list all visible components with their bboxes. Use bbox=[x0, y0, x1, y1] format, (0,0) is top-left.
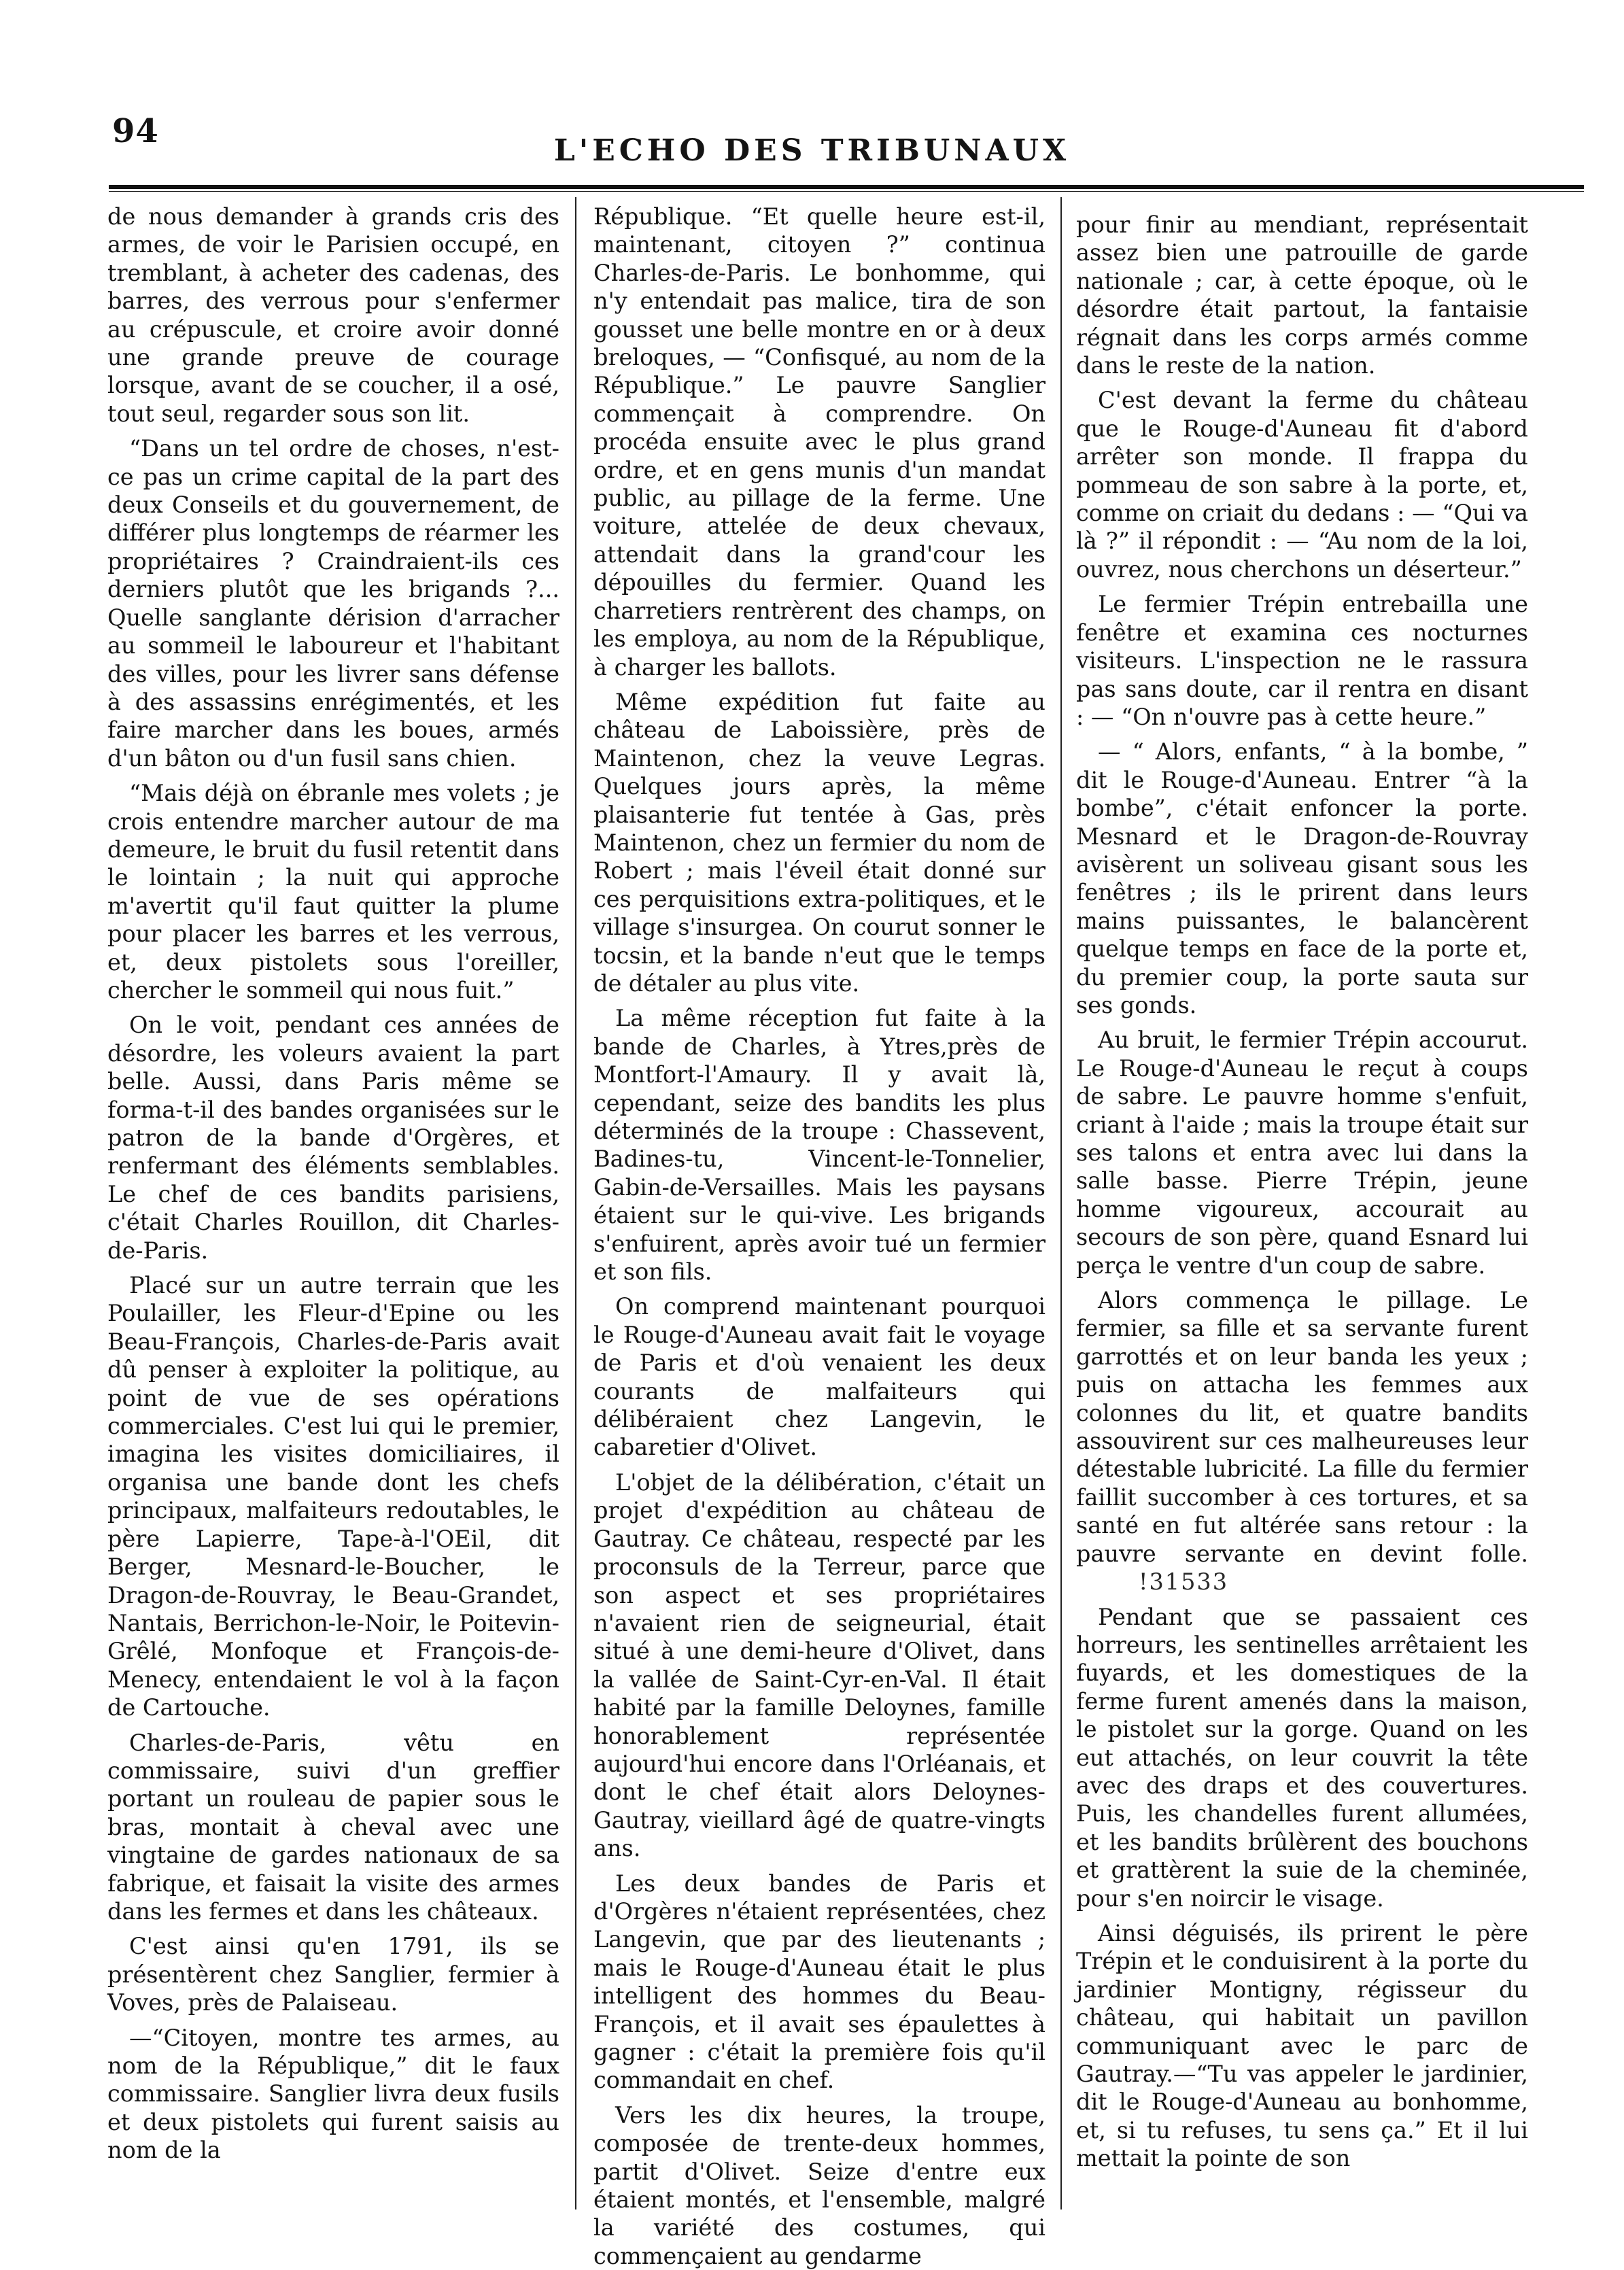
paragraph: Alors commença le pillage. Le fermier, sa fille et sa servante furent garrottés et on leur banda les yeux ; puis on attacha les femmes aux colonnes du lit, et quatre bandits assouvirent sur ces malheureuses leur détestable lubricité. La fille du fermier faillit succomber à ces tortures, et sa santé en fut altérée sans retour : la pauvre servante en devint folle.!31533 bbox=[1076, 1287, 1528, 1596]
paragraph: —“Citoyen, montre tes armes, au nom de la République,” dit le faux commissaire. Sanglier livra deux fusils et deux pistolets qui furent saisis au nom de la bbox=[107, 2024, 559, 2164]
paragraph: La même réception fut faite à la bande de Charles, à Ytres,près de Montfort-l'Amaury. Il y avait là, cependant, seize des bandits les plus déterminés de la troupe : Chassevent, Badines-tu, Vincent-le-Tonnelier, Gabin-de-Versailles. Mais les paysans étaient sur le qui-vive. Les brigands s'enfuirent, après avoir tué un fermier et son fils. bbox=[593, 1005, 1046, 1286]
paragraph: Les deux bandes de Paris et d'Orgères n'étaient représentées, chez Langevin, que par des lieutenants ; mais le Rouge-d'Auneau était le plus intelligent des hommes du Beau-François, et il avait ses épaulettes à gagner : c'était la première fois qu'il commandait en chef. bbox=[593, 1870, 1046, 2094]
text-column-2 bbox=[593, 203, 1046, 2269]
paragraph: Vers les dix heures, la troupe, composée de trente-deux hommes, partit d'Olivet. Seize d'entre eux étaient montés, et l'ensemble, malgré la variété des costumes, qui commençaient au gendarme bbox=[593, 2101, 1046, 2269]
paragraph: C'est devant la ferme du château que le Rouge-d'Auneau fit d'abord arrêter son monde. Il frappa du pommeau de son sabre à la porte, et, comme on criait du dedans : — “Qui va là ?” il répondit : — “Au nom de la loi, ouvrez, nous cherchons un déserteur.” bbox=[1076, 387, 1528, 583]
paragraph: Même expédition fut faite au château de Laboissière, près de Maintenon, chez la veuve Legras. Quelques jours après, la même plaisanterie fut tentée à Gas, près Maintenon, chez un fermier du nom de Robert ; mais l'éveil était donné sur ces perquisitions extra-politiques, et le village s'insurgea. On courut sonner le tocsin, et la bande n'eut que le temps de détaler au plus vite. bbox=[593, 688, 1046, 997]
paragraph: Charles-de-Paris, vêtu en commissaire, suivi d'un greffier portant un rouleau de papier sous le bras, montait à cheval avec une vingtaine de gardes nationaux de sa fabrique, et faisait la visite des armes dans les fermes et dans les châteaux. bbox=[107, 1729, 559, 1925]
paragraph: Pendant que se passaient ces horreurs, les sentinelles arrêtaient les fuyards, et les domestiques de la ferme furent amenés dans la maison, le pistolet sur la gorge. Quand on les eut attachés, on leur couvrit la tête avec des draps et des couvertures. Puis, les chandelles furent allumées, et les bandits brûlèrent des bouchons et grattèrent la suie de la cheminée, pour s'en noircir le visage. bbox=[1076, 1603, 1528, 1912]
printer-stamp: !31533 bbox=[1139, 1568, 1229, 1596]
paragraph: République. “Et quelle heure est-il, maintenant, citoyen ?” continua Charles-de-Paris. Le bonhomme, qui n'y entendait pas malice, tira de son gousset une belle montre en or à deux breloques, — “Confisqué, au nom de la République.” Le pauvre Sanglier commençait à comprendre. On procéda ensuite avec le plus grand ordre, et en gens munis d'un mandat public, au pillage de la ferme. Une voiture, attelée de deux chevaux, attendait dans la grand'cour les dépouilles du fermier. Quand les charretiers rentrèrent des champs, on les employa, au nom de la République, à charger les ballots. bbox=[593, 203, 1046, 681]
paragraph: — “ Alors, enfants, “ à la bombe, ” dit le Rouge-d'Auneau. Entrer “à la bombe”, c'était enfoncer la porte. Mesnard et le Dragon-de-Rouvray avisèrent un soliveau gisant sous les fenêtres ; ils le prirent dans leurs mains puissantes, le balancèrent quelque temps en face de la porte et, du premier coup, la porte sauta sur ses gonds. bbox=[1076, 738, 1528, 1018]
page-number: 94 bbox=[112, 112, 159, 150]
column-divider bbox=[575, 197, 576, 2209]
text-column-1 bbox=[107, 203, 559, 2201]
paragraph: pour finir au mendiant, représentait assez bien une patrouille de garde nationale ; car, à cette époque, où le désordre était partout, la fantaisie régnait dans les corps armés comme dans le reste de la nation. bbox=[1076, 211, 1528, 379]
column-divider bbox=[1060, 197, 1062, 2209]
paragraph: C'est ainsi qu'en 1791, ils se présentèrent chez Sanglier, fermier à Voves, près de Palaiseau. bbox=[107, 1933, 559, 2016]
paragraph: de nous demander à grands cris des armes, de voir le Parisien occupé, en tremblant, à acheter des cadenas, des barres, des verrous pour s'enfermer au crépuscule, et croire avoir donné une grande preuve de courage lorsque, avant de se coucher, il a osé, tout seul, regarder sous son lit. bbox=[107, 203, 559, 427]
paragraph: Placé sur un autre terrain que les Poulailler, les Fleur-d'Epine ou les Beau-François, Charles-de-Paris avait dû penser à exploiter la politique, au point de vue de ses opérations commerciales. C'est lui qui le premier, imagina les visites domiciliaires, il organisa une bande dont les chefs principaux, malfaiteurs redoutables, le père Lapierre, Tape-à-l'OEil, dit Berger, Mesnard-le-Boucher, le Dragon-de-Rouvray, le Beau-Grandet, Nantais, Berrichon-le-Noir, le Poitevin-Grêlé, Monfoque et François-de-Menecy, entendaient le vol à la façon de Cartouche. bbox=[107, 1272, 559, 1721]
paragraph: Au bruit, le fermier Trépin accourut. Le Rouge-d'Auneau le reçut à coups de sabre. Le pauvre homme s'enfuit, criant à l'aide ; mais la troupe était sur ses talons et entra avec lui dans la salle basse. Pierre Trépin, jeune homme vigoureux, accourait au secours de son père, quand Esnard lui perça le ventre d'un coup de sabre. bbox=[1076, 1027, 1528, 1279]
text-column-3 bbox=[1076, 211, 1528, 2209]
paragraph: On le voit, pendant ces années de désordre, les voleurs avaient la part belle. Aussi, dans Paris même se forma-t-il des bandes organisées sur le patron de la bande d'Orgères, et renfermant des éléments semblables. Le chef de ces bandits parisiens, c'était Charles Rouillon, dit Charles-de-Paris. bbox=[107, 1012, 559, 1264]
paragraph: On comprend maintenant pourquoi le Rouge-d'Auneau avait fait le voyage de Paris et d'où venaient les deux courants de malfaiteurs qui délibéraient chez Langevin, le cabaretier d'Olivet. bbox=[593, 1293, 1046, 1461]
running-title: L'ECHO DES TRIBUNAUX bbox=[553, 133, 1071, 168]
paragraph: Ainsi déguisés, ils prirent le père Trépin et le conduisirent à la porte du jardinier Montigny, régisseur du château, qui habitait un pavillon communiquant avec le parc de Gautray.—“Tu vas appeler le jardinier, dit le Rouge-d'Auneau au bonhomme, et, si tu refuses, tu sens ça.” Et il lui mettait la pointe de son bbox=[1076, 1919, 1528, 2172]
paragraph: Le fermier Trépin entrebailla une fenêtre et examina ces nocturnes visiteurs. L'inspection ne le rassura pas sans doute, car il rentra en disant : — “On n'ouvre pas à cette heure.” bbox=[1076, 591, 1528, 730]
paragraph: “Mais déjà on ébranle mes volets ; je crois entendre marcher autour de ma demeure, le bruit du fusil retentit dans le lointain ; la nuit qui approche m'avertit qu'il faut quitter la plume pour placer les barres et les verrous, et, deux pistolets sous l'oreiller, chercher le sommeil qui nous fuit.” bbox=[107, 780, 559, 1003]
paragraph: “Dans un tel ordre de choses, n'est-ce pas un crime capital de la part des deux Conseils et du gouvernement, de différer plus longtemps de réarmer les propriétaires ? Craindraient-ils ces derniers plutôt que les brigands ?... Quelle sanglante dérision d'arracher au sommeil le laboureur et l'habitant des villes, pour les livrer sans défense à des assassins enrégimentés, et les faire marcher dans les boues, armés d'un bâton ou d'un fusil sans chien. bbox=[107, 435, 559, 772]
paragraph: L'objet de la délibération, c'était un projet d'expédition au château de Gautray. Ce château, respecté par les proconsuls de la Terreur, parce que son aspect et ses propriétaires n'avaient rien de seigneurial, était situé à une demi-heure d'Olivet, dans la vallée de Saint-Cyr-en-Val. Il était habité par la famille Deloynes, famille honorablement représentée aujourd'hui encore dans l'Orléanais, et dont le chef était alors Deloynes-Gautray, vieillard âgé de quatre-vingts ans. bbox=[593, 1468, 1046, 1862]
header-rule bbox=[109, 185, 1584, 192]
